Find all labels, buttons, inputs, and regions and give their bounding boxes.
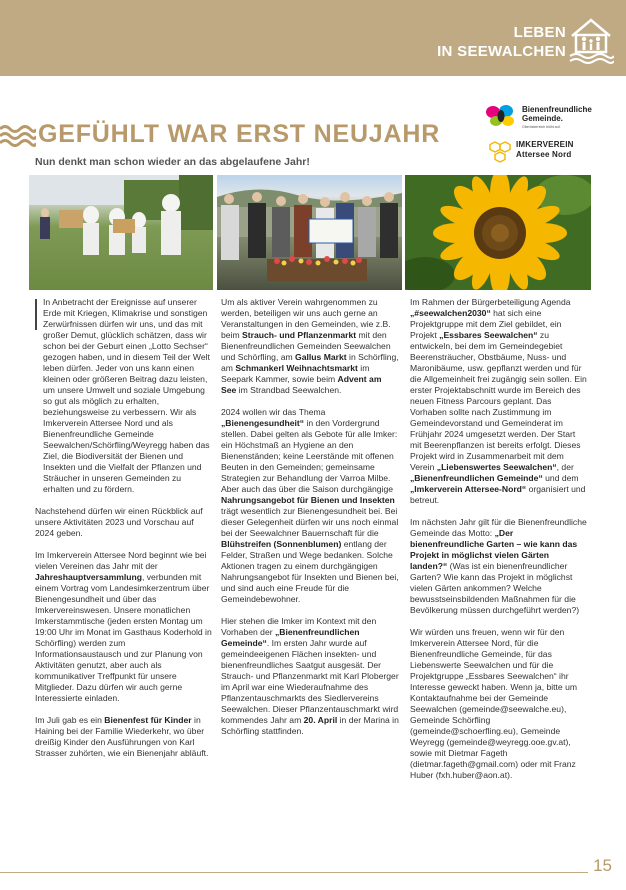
- paragraph: 2024 wollen wir das Thema „Bienengesundheit“ in den Vordergrund stellen. Dabei gelten als Gebote für alle Imker: ein Höchstmaß an Hygiene an den Bienenständen; keine Leerstände mit offenen Beuten in den Gemeinden; gemeinsame Strategien zur Behandlung der Varroa Milbe. Aber auch das über die Saison durchgängige Nahrungsangebot für Bienen und Insekten trägt wesentlich zur Bienengesundheit bei. Bei dieser Gelegenheit dürfen wir uns noch einmal bei der Seewalchner Bauernschaft für die Blühstreifen (Sonnenblumen) entlang der Felder, Straßen und Wege bedanken. Solche Aktionen tragen zu einem durchgängigen Nahrungsangebot für Insekten und Bienen bei, und sind auch eine Freude für die Gemeindebewohner.: [221, 407, 399, 604]
- bienenfreundliche-gemeinde-sub: Oberösterreich blüht auf.: [522, 125, 561, 129]
- imkerverein-label: [516, 140, 574, 160]
- article-headline: GEFÜHLT WAR ERST NEUJAHR: [38, 120, 441, 148]
- section-title: [437, 23, 566, 61]
- sunflower-photo: [405, 175, 591, 290]
- bold-term: Strauch- und Pflanzenmarkt: [242, 330, 357, 340]
- bold-term: „#seewalchen2030“: [410, 308, 491, 318]
- paragraph: Um als aktiver Verein wahrgenommen zu werden, beteiligen wir uns auch gerne an Veranstaltungen in den Gemeinden, wie z.B. beim Strauch- und Pflanzenmarkt mit den Bienenfreundlichen Gemeinden Seewalchen und Schörfling, am Gallus Markt in Schörfling, am Schmankerl Weihnachtsmarkt im Seepark Kammer, sowie beim Advent am See im Strandbad Seewalchen.: [221, 297, 399, 395]
- article-column-2: [221, 297, 399, 748]
- bold-term: „Bienenfreundlichen Gemeinde“: [410, 473, 543, 483]
- article-column-3: [410, 297, 588, 792]
- bold-term: „Bienengesundheit“: [221, 418, 305, 428]
- bienenfreundliche-gemeinde-label: Bienenfreundliche Gemeinde.: [522, 105, 592, 123]
- article-subtitle: Nun denkt man schon wieder an das abgelaufene Jahr!: [35, 156, 310, 168]
- section-title-line2: IN SEEWALCHEN: [437, 43, 566, 60]
- bold-term: „Imkerverein Attersee-Nord“: [410, 484, 527, 494]
- intro-text: In Anbetracht der Ereignisse auf unserer Erde mit Kriegen, Klimakrise und sonstigen Zerwürfnissen dürfen wir uns, und das mit großer Demut, glücklich schätzen, dass wir schon bei der Geburt einen „Lotto Sechser“ gezogen haben, und in diesem Teil der Welt leben dürfen. Jeder von uns kann einen kleinen oder größeren Beitrag dazu leisten, um unsere Umwelt und soziale Umgebung so gut als möglich zu erhalten, beziehungsweise zu verbessern. Wir als Imkerverein Attersee Nord und als Bienenfreundliche Gemeinde Seewalchen/Schörfling/Weyregg haben das Ziel, die Biodiversität der Bienen und Insekten und die Vielfalt der Pflanzen und Sträucher in unseren Gemeinden zu erhalten und zu fördern.: [43, 297, 210, 494]
- imkerverein-line2: Attersee Nord: [516, 150, 572, 159]
- paragraph: Im Rahmen der Bürgerbeteiligung Agenda „#seewalchen2030“ hat sich eine Projektgruppe mit dem Ziel gebildet, ein Projekt „Essbares Seewalchen“ zu entwickeln, bei dem im Gemeindegebiet Beerensträucher, Obstbäume, Nuss- und Maronibäume, usw. gepflanzt werden und für die Allgemeinheit frei zugängig sein sollen. Ein erster Projektabschnitt wurde im Bereich des neuen Fitness Parcours geplant. Das Vorhaben sollte nach Zustimmung im Gemeindevorstand und Gemeinderat im Frühjahr 2024 umgesetzt werden. Der Start mit Beerenpflanzen ist bereits erfolgt. Dieses Projekt wird in Zusammenarbeit mit dem Verein „Liebenswertes Seewalchen“, der „Bienenfreundlichen Gemeinde“ und dem „Imkerverein Attersee-Nord“ organisiert und betreut.: [410, 297, 587, 505]
- section-title-line1: LEBEN: [513, 24, 566, 41]
- bold-term: Nahrungsangebot für Bienen und Insekten: [221, 495, 395, 505]
- waves-icon: [0, 123, 36, 149]
- dropcap-bar: [35, 299, 37, 330]
- paragraph: Wir würden uns freuen, wenn wir für den Imkerverein Attersee Nord, für die Bienenfreundliche Gemeinde, für das Liebenswerte Seewalchen und für die Projektgruppe „Essbares Seewalchen“ ihr Interesse geweckt haben. Wenn ja, bitte um Kontaktaufnahme bei der Gemeinde Seewalchen (gemeinde@seewalche.eu), Gemeinde Schörfling (gemeinde@schoerfling.eu), Gemeinde Weyregg (gemeinde@weyregg.ooe.gv.at), sowie mit Dietmar Fageth (dietmar.fageth@gmail.com) oder mit Franz Huber (fxh.huber@aon.at).: [410, 627, 578, 780]
- imkerverein-line1: IMKERVEREIN: [516, 140, 574, 149]
- honeycomb-icon: [488, 140, 512, 164]
- article-column-1: [35, 297, 213, 770]
- bee-logo-icon: [484, 103, 518, 127]
- bold-term: Bienenfest für Kinder: [104, 715, 192, 725]
- group-certificate-photo: [217, 175, 402, 290]
- partner-logos: [484, 98, 614, 168]
- family-house-waves-icon: [568, 14, 614, 66]
- footer-divider: [0, 872, 588, 873]
- page-number: 15: [593, 856, 612, 875]
- bold-term: Schmankerl Weihnachtsmarkt: [235, 363, 358, 373]
- bold-term: 20. April: [303, 715, 338, 725]
- children-beekeeping-photo: [29, 175, 213, 290]
- bold-term: Advent am See: [221, 374, 382, 395]
- paragraph: Im nächsten Jahr gilt für die Bienenfreundliche Gemeinde das Motto: „Der bienenfreundliche Garten – wie kann das Projekt in möglichst vielen Gärten landen?“ (Was ist ein bienenfreundlicher Garten? Wie kann das Projekt in möglichst vielen Gärten ankommen? Welche bewusstseinsbildenden Maßnahmen für die Bevölkerung müssen durchgeführt werden?): [410, 517, 587, 615]
- paragraph: Hier stehen die Imker im Kontext mit den Vorhaben der „Bienenfreundlichen Gemeinde“. Im ersten Jahr wurde auf gemeindeeigenen Flächen insekten- und bienenfreundliches Saatgut ausgesät. Der Strauch- und Pflanzenmarkt mit Karl Ploberger im April war eine Wiederaufnahme des Pflanzentauschmarkts des Siedlervereins Seewalchen. Dieser Pflanzentauschmarkt wird kommendes Jahr am 20. April in der Marina in Schörfling stattfinden.: [221, 616, 399, 736]
- paragraph: Nachstehend dürfen wir einen Rückblick auf unsere Aktivitäten 2023 und Vorschau auf 2024 geben.: [35, 506, 203, 538]
- header-band: [0, 0, 626, 76]
- bold-term: Jahreshauptversammlung: [35, 572, 142, 582]
- bold-term: „Essbares Seewalchen“: [439, 330, 538, 340]
- bold-term: Blühstreifen (Sonnenblumen): [221, 539, 342, 549]
- bold-term: „Bienenfreundlichen Gemeinde“: [221, 627, 360, 648]
- intro-paragraph: [35, 297, 213, 495]
- paragraph: Im Juli gab es ein Bienenfest für Kinder in Haining bei der Familie Wiederkehr, wo über dreißig Kinder den Ausführungen von Karl Strasser zuhörten, wie ein Bienenjahr abläuft.: [35, 715, 209, 758]
- bold-term: „Liebenswertes Seewalchen“: [436, 462, 557, 472]
- bold-term: Gallus Markt: [295, 352, 347, 362]
- paragraph: Im Imkerverein Attersee Nord beginnt wie bei vielen Vereinen das Jahr mit der Jahreshauptversammlung, verbunden mit einem Vortrag vom Landesimkerzentrum über Bienengesundheit und über das Imkervereinswesen. Unsere monatlichen Imkerstammtische (jeden ersten Montag um 19:00 Uhr im Monat im Gasthaus Koderhold in Schörfling) werden zum Informationsaustausch und zur Planung von Aktivitäten genutzt, aber auch als kommunikativer Treffpunkt für unsere Mitglieder. Dazu dürfen wir auch gerne Interessierte einladen.: [35, 550, 212, 703]
- bold-motto: „Der bienenfreundliche Garten – wie kann das Projekt in möglichst vielen Gärten landen?“: [410, 528, 578, 571]
